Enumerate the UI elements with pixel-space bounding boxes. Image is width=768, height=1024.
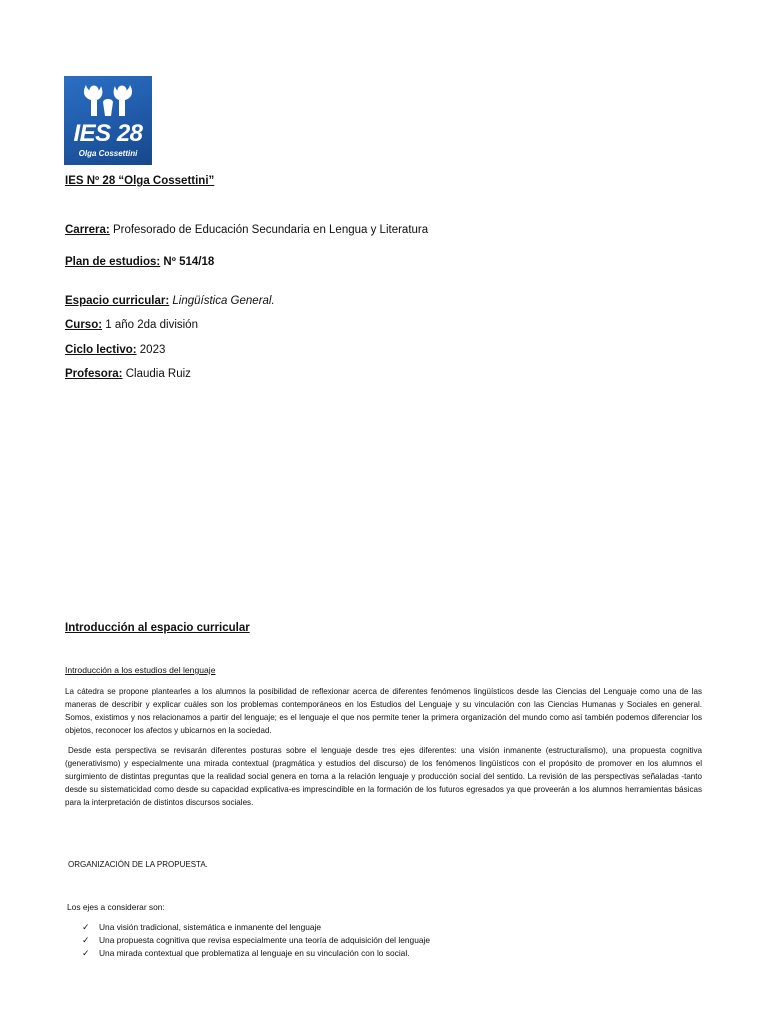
check-icon: ✓ (82, 935, 90, 945)
carrera-label: Carrera: (65, 224, 110, 236)
carrera-value: Profesorado de Educación Secundaria en Lengua y Literatura (109, 224, 429, 236)
curso-row (65, 318, 198, 332)
list-item (82, 921, 430, 934)
institution-name: IES Nº 28 “Olga Cossettini” (65, 175, 215, 187)
curso-value: 1 año 2da división (102, 319, 198, 331)
espacio-value: Lingüística General. (169, 295, 275, 307)
ciclo-row (65, 343, 165, 357)
check-icon: ✓ (82, 948, 90, 958)
espacio-row (65, 294, 275, 308)
intro-paragraph-2: Desde esta perspectiva se revisarán diferentes posturas sobre el lenguaje desde tres ejes diferentes: una visión inmanente (estructuralismo), una propuesta cognitiva (generativismo) y especialmente una mirada contextual (pragmática y estudios del discurso) de los fenómenos lingüísticos con el propósito de promover en los alumnos el surgimiento de distintas preguntas que la realidad social genera en torna a la relación lenguaje y producción social del sentido. La revisión de las perspectivas señaladas -tanto desde su sistematicidad como desde su capacidad explicativa-es imprescindible en la formación de los futuros egresados ya que proveerán a los alumnos herramientas básicas para la interpretación de distintos discursos sociales. (65, 746, 702, 808)
check-icon: ✓ (82, 922, 90, 932)
organizacion-heading: ORGANIZACIÓN DE LA PROPUESTA. (68, 860, 208, 869)
profesora-value: Claudia Ruiz (122, 368, 191, 380)
espacio-label: Espacio curricular: (65, 295, 170, 307)
list-item (82, 947, 430, 960)
ciclo-label: Ciclo lectivo: (65, 344, 137, 356)
profesora-row (65, 367, 191, 381)
list-item-text: Una propuesta cognitiva que revisa especialmente una teoría de adquisición del lenguaje (99, 935, 431, 945)
list-item (82, 934, 430, 947)
logo-sub-text: Olga Cossettini (78, 149, 138, 158)
list-item-text: Una visión tradicional, sistemática e inmanente del lenguaje (99, 922, 322, 932)
carrera-row (65, 223, 428, 237)
curso-label: Curso: (65, 319, 103, 331)
ejes-list (82, 921, 430, 960)
intro-heading: Introducción al espacio curricular (65, 622, 250, 634)
logo-main-text: IES 28 (73, 120, 143, 147)
ejes-intro: Los ejes a considerar son: (67, 902, 165, 912)
plan-value: Nº 514/18 (160, 256, 215, 268)
plan-row (65, 255, 214, 269)
intro-subheading: Introducción a los estudios del lenguaje (65, 665, 216, 675)
plan-label: Plan de estudios: (65, 256, 161, 268)
profesora-label: Profesora: (65, 368, 123, 380)
ciclo-value: 2023 (136, 344, 166, 356)
intro-paragraph-1: La cátedra se propone plantearles a los alumnos la posibilidad de reflexionar acerca de diferentes fenómenos lingüísticos desde las Ciencias del Lenguaje como una de las maneras de describir y explicar cuáles son los problemas contemporáneos en los Estudios del Lenguaje y su vinculación con las Ciencias Humanas y Sociales en general. Somos, existimos y nos relacionamos a partir del lenguaje; es el lenguaje el que nos permite tener la primera organización del mundo como así también podemos diferenciar los objetos, reconocer los afectos y ubicarnos en la sociedad. (65, 687, 702, 736)
institution-logo (64, 76, 152, 165)
list-item-text: Una mirada contextual que problematiza al lenguaje en su vinculación con lo social. (99, 948, 410, 958)
